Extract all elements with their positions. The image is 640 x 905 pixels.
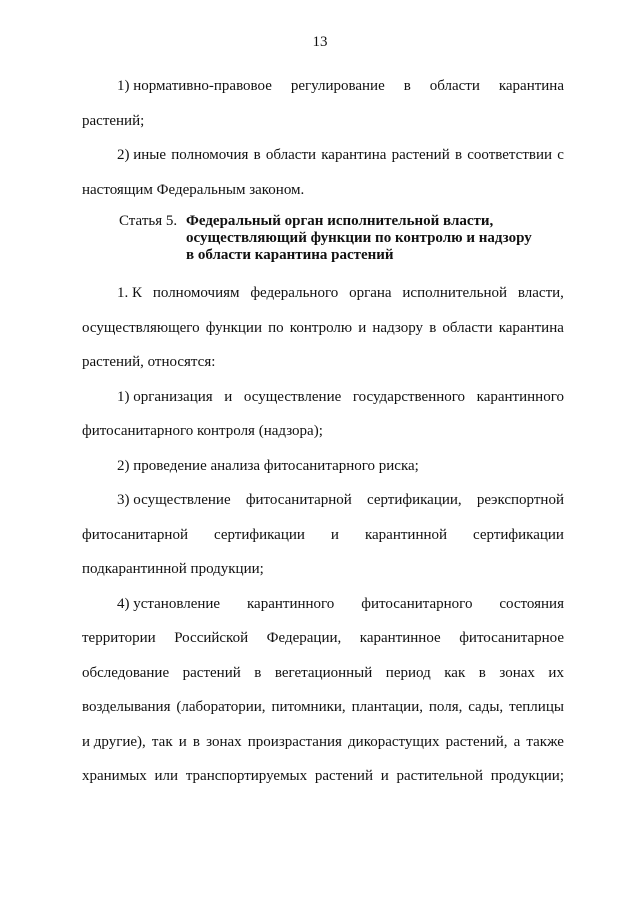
word: регулирование bbox=[290, 78, 385, 94]
word: Российской bbox=[174, 630, 249, 646]
word: состояния bbox=[499, 596, 564, 612]
item-1-line-1 bbox=[117, 77, 564, 95]
word: Федерации, bbox=[266, 630, 342, 646]
word: растений bbox=[314, 768, 373, 784]
word: фитосанитарное bbox=[459, 630, 564, 646]
word: 1. К bbox=[117, 285, 143, 301]
word: питомники, bbox=[271, 699, 346, 715]
word: с bbox=[557, 147, 564, 163]
word: возделывания bbox=[82, 699, 171, 715]
word: органа bbox=[349, 285, 392, 301]
word: растений, bbox=[445, 734, 508, 750]
word: и bbox=[358, 320, 367, 336]
word: функции bbox=[205, 320, 262, 336]
word: области bbox=[429, 78, 480, 94]
word: хранимых bbox=[82, 768, 147, 784]
word: соответствии bbox=[467, 147, 553, 163]
word: осуществляющего bbox=[82, 320, 200, 336]
word: 1) нормативно-правовое bbox=[117, 78, 272, 94]
paragraph-1-line-2 bbox=[82, 319, 564, 337]
word: растений bbox=[182, 665, 241, 681]
article-title-line-3: в области карантина растений bbox=[186, 247, 394, 263]
word: и bbox=[380, 768, 389, 784]
word: власти, bbox=[517, 285, 564, 301]
subitem-4-line-4 bbox=[82, 698, 564, 716]
word: в bbox=[192, 734, 200, 750]
word: в bbox=[454, 147, 463, 163]
word: в bbox=[478, 665, 486, 681]
word: или bbox=[154, 768, 179, 784]
word: 1) организация bbox=[117, 389, 213, 405]
subitem-2-line-1: 2) проведение анализа фитосанитарного риска; bbox=[117, 458, 419, 474]
word: и bbox=[330, 527, 339, 543]
word: в bbox=[429, 320, 437, 336]
word: как bbox=[444, 665, 466, 681]
subitem-3-line-1 bbox=[117, 491, 564, 509]
word: зонах bbox=[499, 665, 535, 681]
word: полномочиям bbox=[152, 285, 240, 301]
word: растительной bbox=[396, 768, 483, 784]
word: в bbox=[403, 78, 411, 94]
word: обследование bbox=[82, 665, 170, 681]
word: зонах bbox=[206, 734, 242, 750]
word: и другие), bbox=[82, 734, 146, 750]
word: по bbox=[268, 320, 284, 336]
word: их bbox=[548, 665, 564, 681]
word: и bbox=[224, 389, 233, 405]
article-title-line-1: Федеральный орган исполнительной власти, bbox=[186, 213, 494, 229]
word: растений bbox=[391, 147, 450, 163]
subitem-4-line-6 bbox=[82, 767, 564, 785]
paragraph-1-line-1 bbox=[117, 284, 564, 302]
word: транспортируемых bbox=[185, 768, 308, 784]
word: полномочия bbox=[171, 147, 249, 163]
word: сертификации bbox=[213, 527, 305, 543]
word: также bbox=[526, 734, 564, 750]
word: 3) осуществление bbox=[117, 492, 231, 508]
word: фитосанитарной bbox=[245, 492, 352, 508]
word: дикорастущих bbox=[348, 734, 440, 750]
word: поля, bbox=[428, 699, 463, 715]
word: реэкспортной bbox=[476, 492, 564, 508]
word: карантинной bbox=[364, 527, 448, 543]
word: в bbox=[253, 147, 261, 163]
article-title bbox=[186, 212, 586, 263]
subitem-1-line-1 bbox=[117, 388, 564, 406]
word: плантации, bbox=[351, 699, 423, 715]
word: теплицы bbox=[509, 699, 564, 715]
word: сертификации bbox=[473, 527, 564, 543]
word: произрастания bbox=[247, 734, 342, 750]
word: карантина bbox=[498, 78, 564, 94]
subitem-4-line-1 bbox=[117, 595, 564, 613]
word: период bbox=[385, 665, 431, 681]
word: фитосанитарного bbox=[361, 596, 473, 612]
word: 4) установление bbox=[117, 596, 221, 612]
word: федерального bbox=[250, 285, 339, 301]
word: карантинного bbox=[246, 596, 335, 612]
word: карантинное bbox=[359, 630, 441, 646]
word: сады, bbox=[468, 699, 504, 715]
word: области bbox=[442, 320, 493, 336]
word: продукции; bbox=[490, 768, 564, 784]
word: а bbox=[513, 734, 521, 750]
item-1-line-2: растений; bbox=[82, 113, 145, 129]
article-label: Статья 5. bbox=[119, 213, 178, 229]
paragraph-1-line-3: растений, относятся: bbox=[82, 354, 216, 370]
subitem-4-line-3 bbox=[82, 664, 564, 682]
word: вегетационный bbox=[274, 665, 373, 681]
word: (лаборатории, bbox=[176, 699, 266, 715]
subitem-4-line-2 bbox=[82, 629, 564, 647]
word: в bbox=[254, 665, 262, 681]
item-2-line-2: настоящим Федеральным законом. bbox=[82, 182, 305, 198]
word: области bbox=[265, 147, 317, 163]
word: и bbox=[178, 734, 187, 750]
word: осуществление bbox=[243, 389, 342, 405]
article-title-line-2: осуществляющий функции по контролю и надзору bbox=[186, 230, 532, 246]
word: контролю bbox=[289, 320, 353, 336]
word: исполнительной bbox=[402, 285, 508, 301]
subitem-4-line-5 bbox=[82, 733, 564, 751]
word: государственного bbox=[352, 389, 466, 405]
subitem-1-line-2: фитосанитарного контроля (надзора); bbox=[82, 423, 323, 439]
word: карантина bbox=[498, 320, 564, 336]
word: фитосанитарной bbox=[82, 527, 188, 543]
word: сертификации, bbox=[366, 492, 462, 508]
subitem-3-line-3: подкарантинной продукции; bbox=[82, 561, 264, 577]
word: надзору bbox=[372, 320, 424, 336]
subitem-3-line-2 bbox=[82, 526, 564, 544]
word: так bbox=[151, 734, 173, 750]
item-2-line-1 bbox=[117, 146, 564, 164]
word: карантинного bbox=[476, 389, 564, 405]
word: 2) иные bbox=[117, 147, 167, 163]
page-number: 13 bbox=[312, 34, 328, 50]
word: территории bbox=[82, 630, 156, 646]
word: карантина bbox=[321, 147, 387, 163]
